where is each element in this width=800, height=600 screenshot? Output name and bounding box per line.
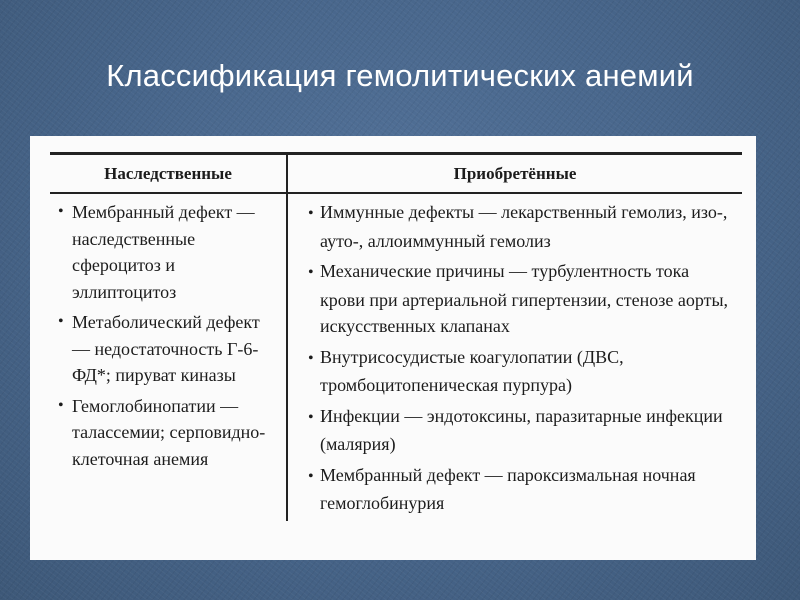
slide-title: Классификация гемолитических анемий bbox=[106, 58, 694, 93]
classification-table-panel bbox=[30, 136, 756, 560]
bullet-icon: • bbox=[308, 264, 314, 281]
list-item-text: Внутрисосудистые коагулопатии (ДВС, тромбоцитопеническая пурпура) bbox=[320, 346, 624, 395]
list-item bbox=[296, 403, 736, 458]
header-acquired: Приобретённые bbox=[287, 154, 742, 194]
list-item-text: Метаболический дефект — недостаточность Г-6-ФД*; пируват киназы bbox=[72, 312, 260, 385]
bullet-icon: • bbox=[308, 205, 314, 222]
bullet-icon: • bbox=[308, 467, 314, 485]
list-item-text: Инфекции — эндотоксины, паразитарные инфекции (малярия) bbox=[320, 405, 723, 454]
acquired-list bbox=[296, 199, 736, 517]
hereditary-list bbox=[58, 199, 280, 472]
bullet-icon: • bbox=[58, 396, 64, 414]
table-header-row bbox=[50, 154, 742, 194]
list-item bbox=[58, 199, 280, 305]
bullet-icon: • bbox=[58, 313, 64, 330]
list-item bbox=[58, 393, 280, 473]
classification-table bbox=[50, 152, 742, 521]
list-item-text: Иммунные дефекты — лекарственный гемолиз, изо-, ауто-, аллоиммунный гемолиз bbox=[320, 202, 728, 251]
bullet-icon: • bbox=[308, 408, 314, 426]
list-item bbox=[296, 258, 736, 340]
list-item bbox=[296, 462, 736, 517]
table-body-row bbox=[50, 193, 742, 521]
header-hereditary: Наследственные bbox=[50, 154, 287, 194]
list-item-text: Мембранный дефект — наследственные сфероцитоз и эллиптоцитоз bbox=[72, 202, 255, 302]
list-item-text: Механические причины — турбулентность тока крови при артериальной гипертензии, стенозе аорты, искусственных клапанах bbox=[320, 261, 729, 336]
list-item-text: Гемоглобинопатии — талассемии; серповидно-клеточная анемия bbox=[72, 395, 266, 469]
bullet-icon: • bbox=[58, 203, 64, 220]
hereditary-cell bbox=[50, 193, 287, 521]
list-item bbox=[296, 344, 736, 399]
list-item bbox=[58, 309, 280, 389]
list-item-text: Мембранный дефект — пароксизмальная ночная гемоглобинурия bbox=[320, 464, 696, 513]
acquired-cell bbox=[287, 193, 742, 521]
bullet-icon: • bbox=[308, 349, 314, 367]
list-item bbox=[296, 199, 736, 254]
